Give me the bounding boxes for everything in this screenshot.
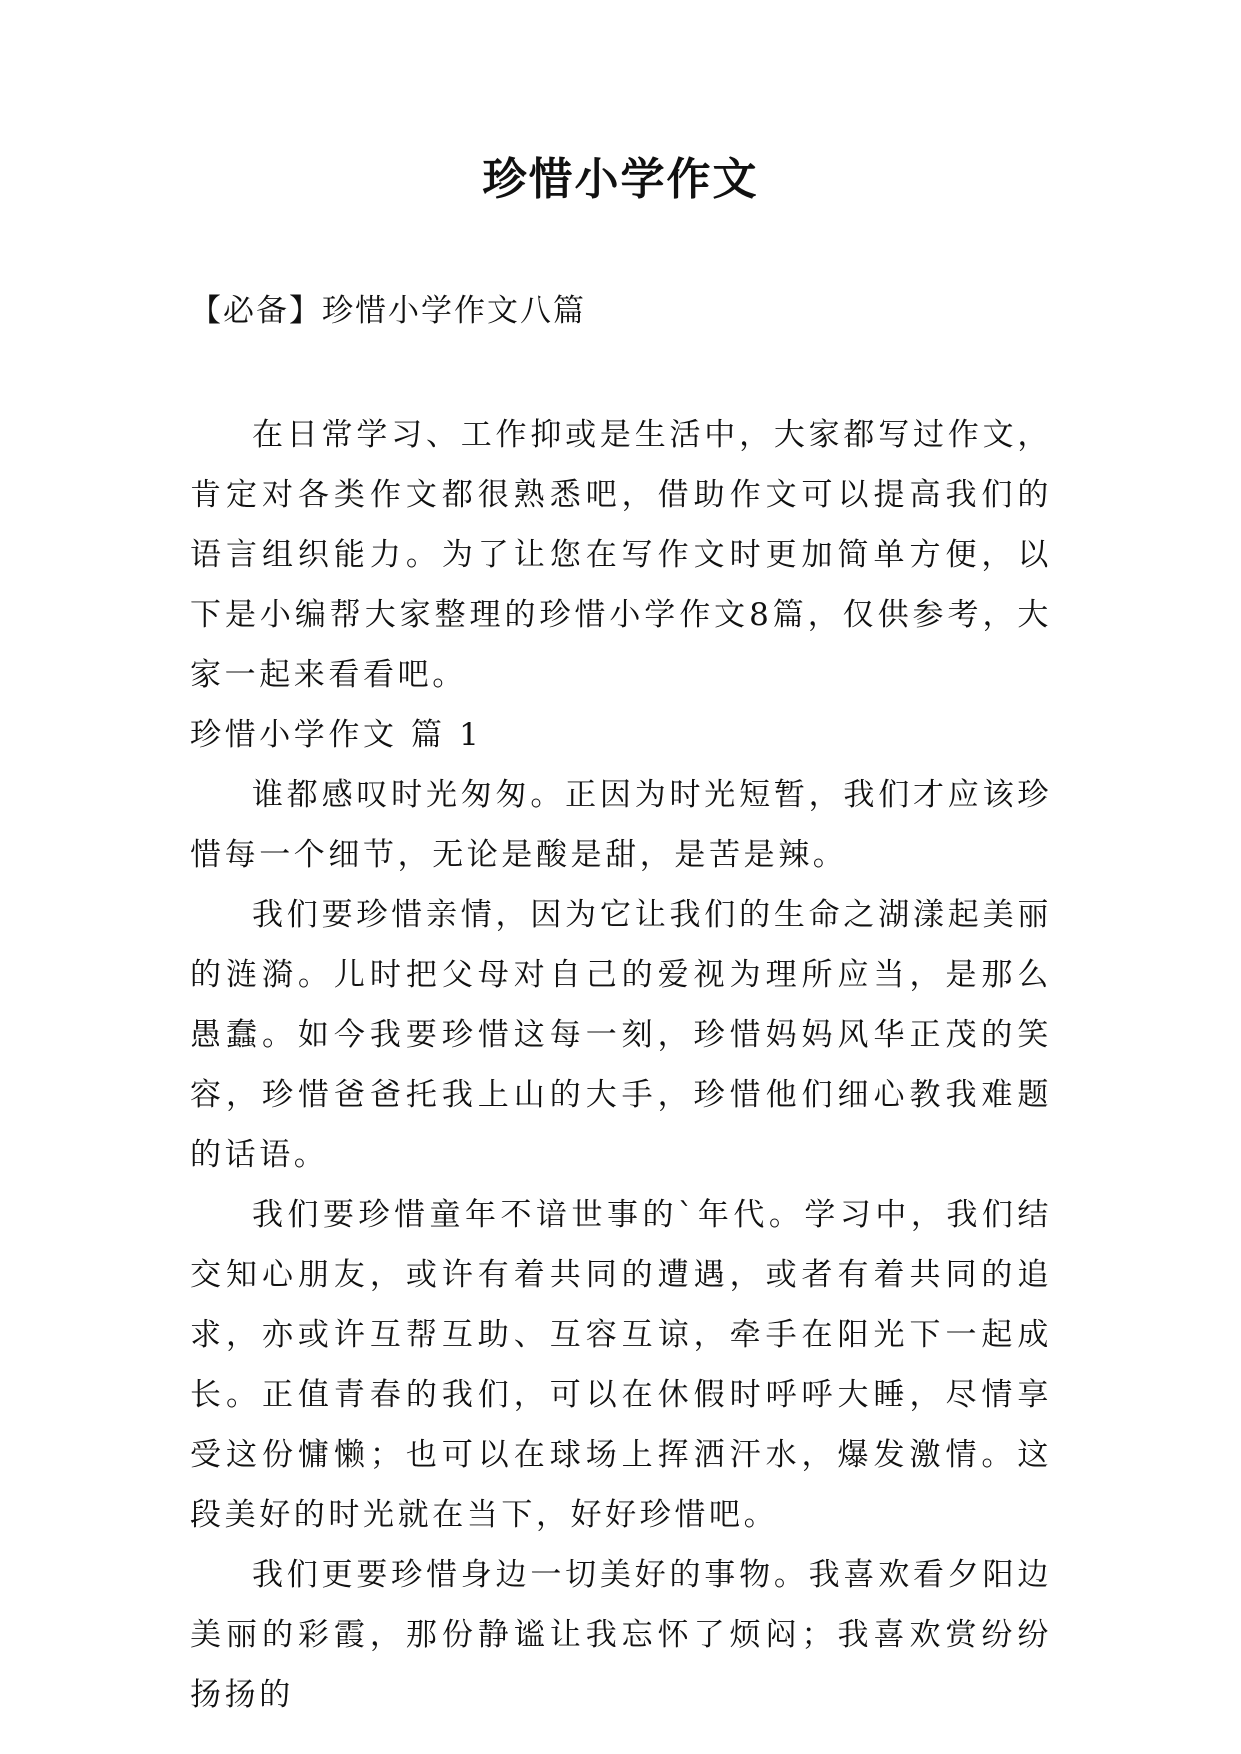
body-paragraph: 我们要珍惜童年不谙世事的`年代。学习中，我们结交知心朋友，或许有着共同的遭遇，或者有着共同的追求，亦或许互帮互助、互容互谅，牵手在阳光下一起成长。正值青春的我们，可以在休假时呼呼大睡，尽情享受这份慵懒；也可以在球场上挥洒汗水，爆发激情。这段美好的时光就在当下，好好珍惜吧。 [190,1197,1052,1533]
document-body [190,405,1052,1725]
document-title: 珍惜小学作文 [482,154,759,205]
section-heading: 珍惜小学作文 篇 1 [190,717,483,753]
body-paragraph: 我们要珍惜亲情，因为它让我们的生命之湖漾起美丽的涟漪。儿时把父母对自己的爱视为理所应当，是那么愚蠢。如今我要珍惜这每一刻，珍惜妈妈风华正茂的笑容，珍惜爸爸托我上山的大手，珍惜他们细心教我难题的话语。 [190,897,1052,1173]
body-paragraph: 谁都感叹时光匆匆。正因为时光短暂，我们才应该珍惜每一个细节，无论是酸是甜，是苦是辣。 [190,777,1052,873]
body-paragraph: 我们更要珍惜身边一切美好的事物。我喜欢看夕阳边美丽的彩霞，那份静谧让我忘怀了烦闷；我喜欢赏纷纷扬扬的 [190,1557,1052,1713]
document-subtitle: 【必备】珍惜小学作文八篇 [190,293,586,329]
intro-paragraph: 在日常学习、工作抑或是生活中，大家都写过作文，肯定对各类作文都很熟悉吧，借助作文可以提高我们的语言组织能力。为了让您在写作文时更加简单方便，以下是小编帮大家整理的珍惜小学作文8篇，仅供参考，大家一起来看看吧。 [190,417,1052,693]
